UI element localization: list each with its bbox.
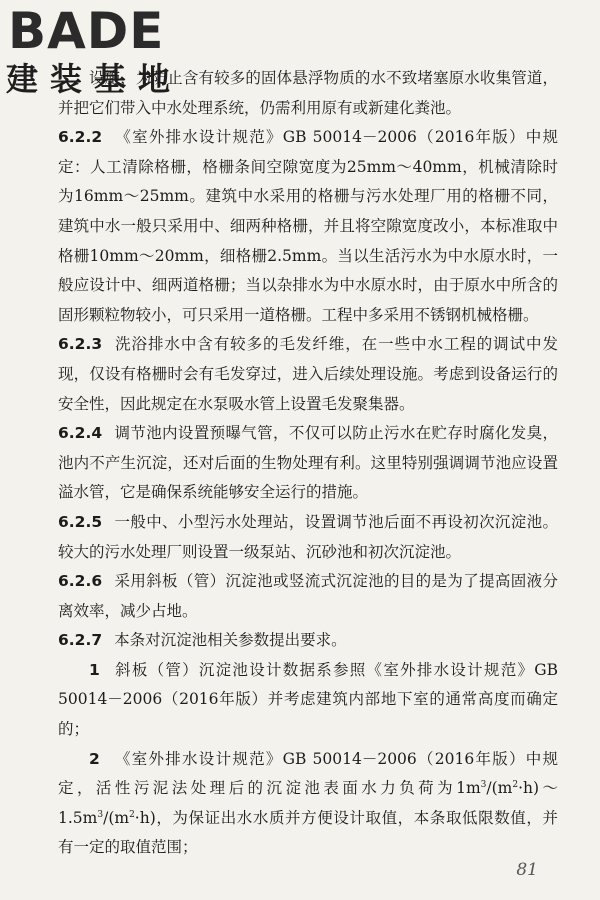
clause-text: 《室外排水设计规范》GB 50014－2006（2016年版）中规定：人工清除格栅，格栅条间空隙宽度为25mm～40mm，机械清除时为16mm～25mm。建筑中水采用的格栅与污水处理厂用的格栅不同，建筑中水一般只采用中、细两种格栅，并且将空隙宽度改小，本标准取中格栅10mm～20mm，细格栅2.5mm。当以生活污水为中水原水时，一般应设计中、细两道格栅；当以杂排水为中水原水时，由于原水中所含的固形颗粒物较小，可只采用一道格栅。工程中多采用不锈钢机械格栅。: [58, 128, 558, 324]
clause-number: 6.2.2: [58, 128, 103, 147]
clause-number: 6.2.6: [58, 572, 103, 591]
clause-text: 调节池内设置预曝气管，不仅可以防止污水在贮存时腐化发臭，池内不产生沉淀，还对后面的生物处理有利。这里特别强调调节池应设置溢水管，它是确保系统能够安全运行的措施。: [58, 424, 558, 502]
superscript-3: 3: [97, 809, 104, 820]
item-text: 斜板（管）沉淀池设计数据系参照《室外排水设计规范》GB 50014－2006（2016年版）并考虑建筑内部地下室的通常高度而确定的；: [58, 660, 558, 739]
clause-number: 6.2.4: [58, 424, 103, 443]
clause-number: 6.2.7: [58, 631, 103, 650]
clause-6-2-3: [58, 330, 558, 419]
item-text-e: ·h)，为保证出水水质并方便设计取值，本条取低限数值，并有一定的取值范围；: [58, 808, 558, 857]
superscript-3: 3: [480, 780, 487, 791]
superscript-2: 2: [512, 780, 519, 791]
paragraph-text: 设施，为防止含有较多的固体悬浮物质的水不致堵塞原水收集管道，并把它们带入中水处理系统，仍需利用原有或新建化粪池。: [58, 69, 558, 117]
item-text-d: /(m: [103, 808, 130, 827]
clause-text: 本条对沉淀池相关参数提出要求。: [114, 631, 347, 650]
paragraph-intro: [58, 64, 558, 123]
item-number: 1: [89, 660, 100, 679]
item-number: 2: [89, 749, 100, 768]
item-text-b: /(m: [486, 779, 513, 798]
clause-number: 6.2.3: [58, 335, 103, 354]
clause-6-2-2: [58, 123, 558, 330]
clause-text: 洗浴排水中含有较多的毛发纤维，在一些中水工程的调试中发现，仅设有格栅时会有毛发穿过，进入后续处理设施。考虑到设备运行的安全性，因此规定在水泵吸水管上设置毛发聚集器。: [58, 335, 558, 413]
superscript-2: 2: [129, 809, 135, 820]
clause-6-2-7: [58, 626, 558, 656]
logo-brand-cn: 建装基地: [6, 60, 183, 98]
clause-text: 采用斜板（管）沉淀池或竖流式沉淀池的目的是为了提高固液分离效率，减少占地。: [58, 572, 558, 620]
clause-number: 6.2.5: [58, 512, 103, 531]
page-number: 81: [516, 860, 538, 880]
list-item-1: [58, 656, 558, 745]
logo-brand-en: BADE: [8, 2, 165, 60]
list-item-2: [58, 745, 558, 863]
clause-text: 一般中、小型污水处理站，设置调节池后面不再设初次沉淀池。较大的污水处理厂则设置一级泵站、沉砂池和初次沉淀池。: [58, 512, 558, 561]
document-body: [58, 64, 558, 863]
clause-6-2-4: [58, 419, 558, 508]
clause-6-2-6: [58, 567, 558, 626]
clause-6-2-5: [58, 508, 558, 567]
item-text-a: 《室外排水设计规范》GB 50014－2006（2016年版）中规定，活性污泥法处理后的沉淀池表面水力负荷为1m: [58, 749, 558, 798]
item-text-c: ·h)～1.5m: [58, 779, 558, 827]
